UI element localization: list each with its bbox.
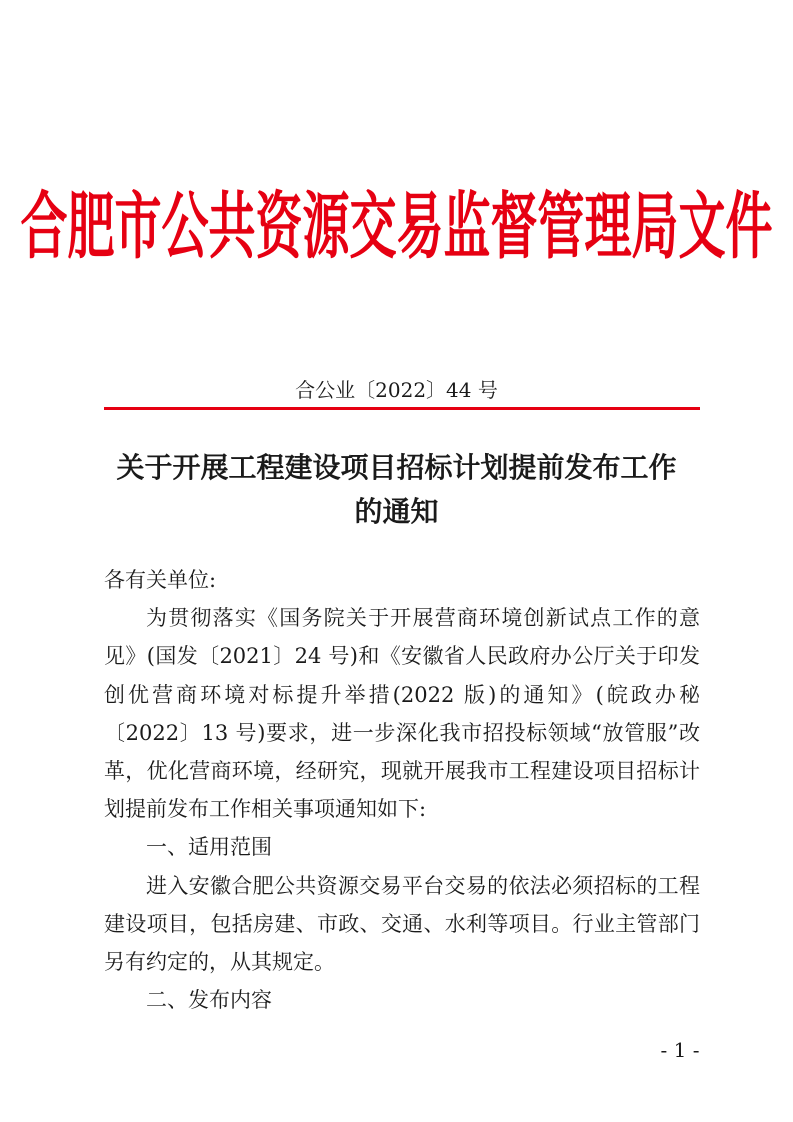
red-divider-line [104, 407, 700, 410]
page-number: - 1 - [660, 1038, 700, 1062]
document-title-line-2: 的通知 [354, 495, 439, 528]
masthead-title: 合肥市公共资源交易监督管理局文件 [20, 184, 773, 270]
section-heading-scope: 一、适用范围 [146, 835, 272, 860]
salutation: 各有关单位: [104, 568, 217, 592]
document-body [104, 561, 700, 1019]
document-title [90, 446, 703, 534]
intro-paragraph: 为贯彻落实《国务院关于开展营商环境创新试点工作的意见》(国发〔2021〕24 号)和《安徽省人民政府办公厅关于印发创优营商环境对标提升举措(2022 版)的通知》(皖政办秘〔2022〕13 号)要求，进一步深化我市招投标领域“放管服”改革，优化营商环境，经研究，现就开展我市工程建设项目招标计划提前发布工作相关事项通知如下: [104, 606, 700, 822]
document-number: 合公业〔2022〕44 号 [295, 378, 498, 402]
scope-paragraph: 进入安徽合肥公共资源交易平台交易的依法必须招标的工程建设项目，包括房建、市政、交通、水利等项目。行业主管部门另有约定的，从其规定。 [104, 873, 700, 975]
document-title-line-1: 关于开展工程建设项目招标计划提前发布工作 [116, 451, 677, 484]
section-heading-content: 二、发布内容 [146, 988, 272, 1013]
